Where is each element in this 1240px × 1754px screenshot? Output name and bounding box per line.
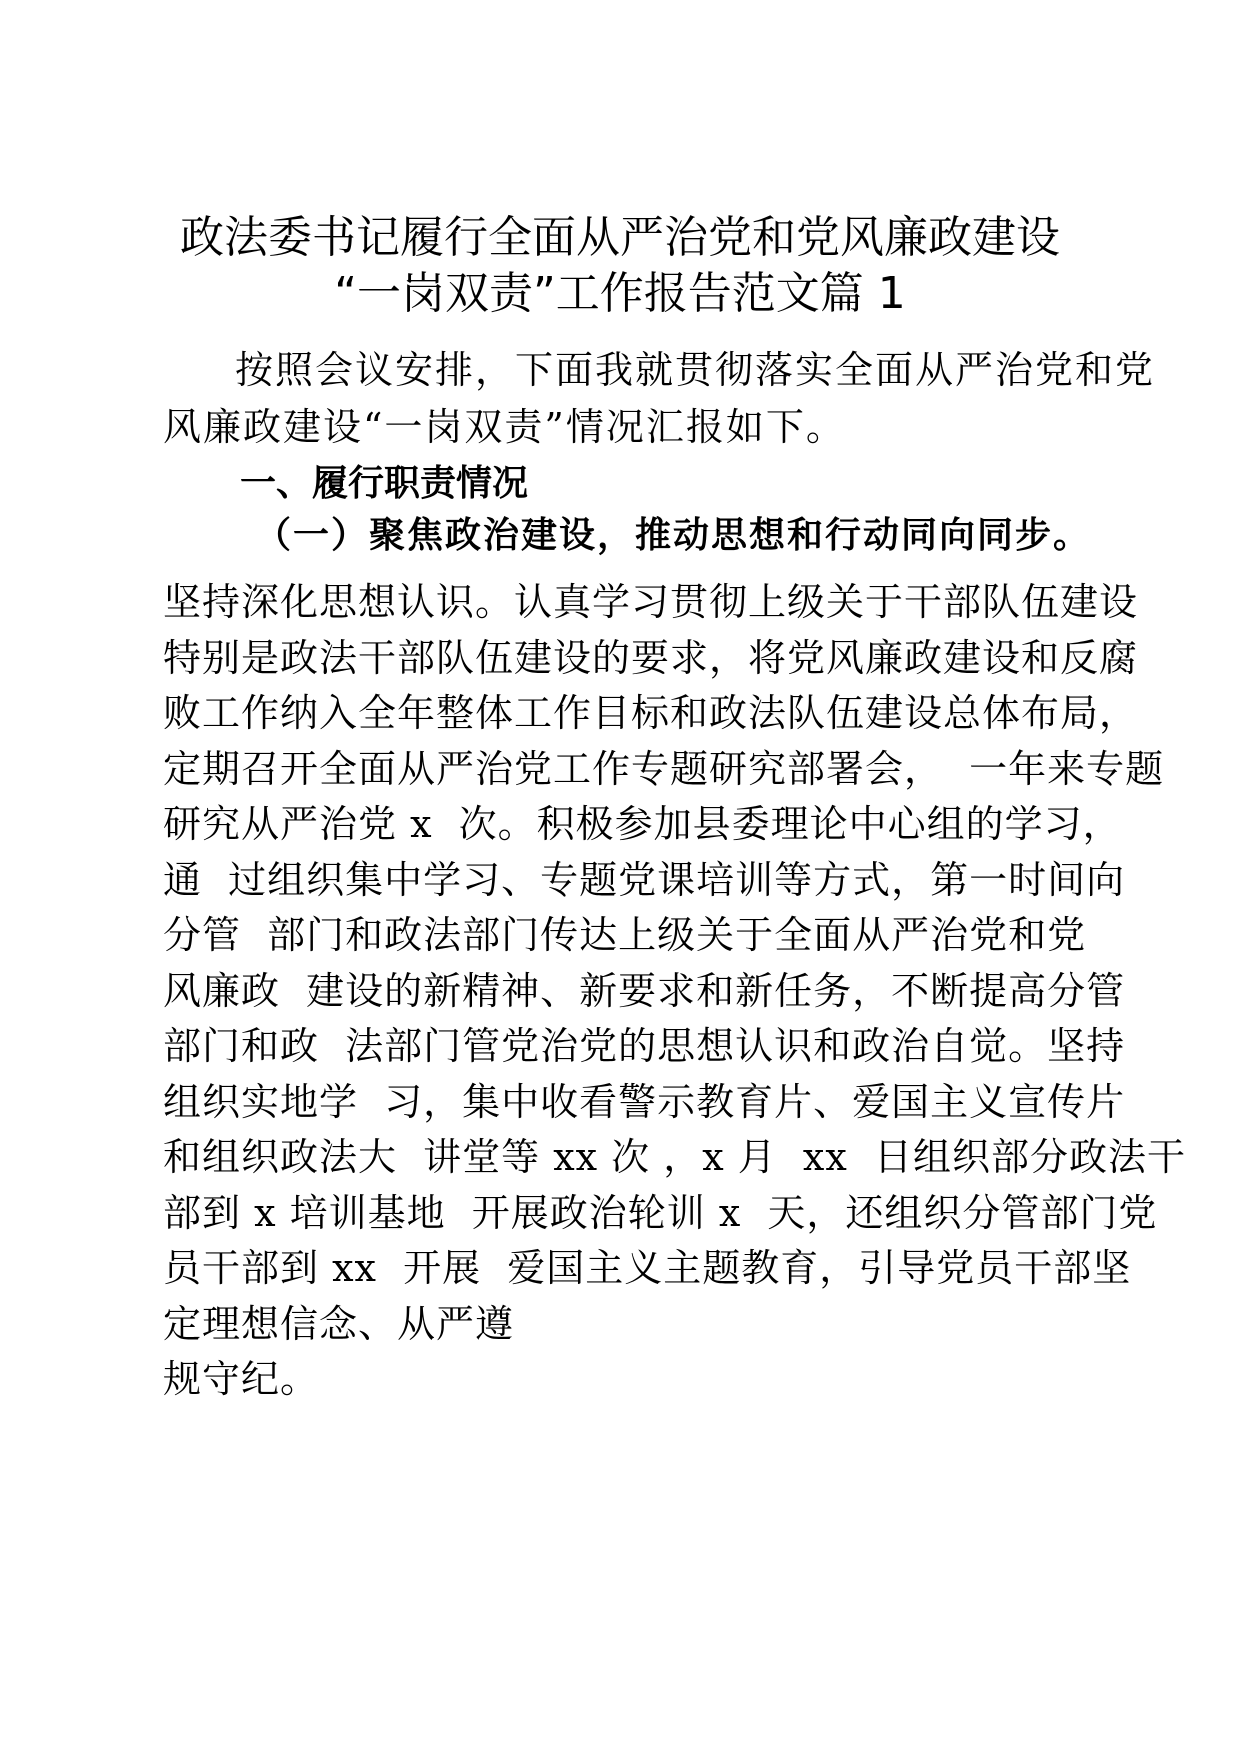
body-line: 定期召开全面从严治党工作专题研究部署会， 一年来专题: [163, 746, 1165, 791]
body-line: 和组织政法大 讲堂等 xx 次 ，x 月 xx 日组织部分政法干: [163, 1135, 1186, 1179]
body-line: 败工作纳入全年整体工作目标和政法队伍建设总体布局，: [163, 691, 1139, 735]
body-line: 员干部到 xx 开展 爱国主义主题教育，引导党员干部坚: [163, 1246, 1132, 1290]
intro-line-2: 风廉政建设“一岗双责”情况汇报如下。: [163, 405, 846, 449]
body-line: 组织实地学 习，集中收看警示教育片、爱国主义宣传片: [163, 1079, 1126, 1124]
body-line: 分管 部门和政法部门传达上级关于全面从严治党和党: [163, 913, 1087, 957]
body-line: 研究从严治党 x 次。积极参加县委理论中心组的学习，: [163, 802, 1122, 846]
body-line: 部门和政 法部门管党治党的思想认识和政治自觉。坚持: [163, 1024, 1126, 1068]
subsection-heading: （一）聚焦政治建设，推动思想和行动同向同步。: [255, 514, 1092, 556]
body-line: 规守纪。: [163, 1357, 320, 1401]
body-paragraph: [163, 575, 1186, 1408]
body-line: 风廉政 建设的新精神、新要求和新任务，不断提高分管: [163, 968, 1126, 1013]
body-line: 特别是政法干部队伍建设的要求，将党风廉政建设和反腐: [163, 635, 1139, 680]
document-title-line-2: “一岗双责”工作报告范文篇 1: [334, 268, 906, 319]
intro-line-1: 按照会议安排，下面我就贯彻落实全面从严治党和党: [235, 348, 1156, 392]
document-title-line-1: 政法委书记履行全面从严治党和党风廉政建设: [180, 212, 1060, 263]
body-line: 通 过组织集中学习、专题党课培训等方式，第一时间向: [163, 857, 1126, 902]
body-line: 坚持深化思想认识。认真学习贯彻上级关于干部队伍建设: [163, 580, 1139, 624]
section-heading: 一、履行职责情况: [240, 463, 529, 504]
body-line: 部到 x 培训基地 开展政治轮训 x 天，还组织分管部门党: [163, 1190, 1158, 1235]
body-line: 定理想信念、从严遵: [163, 1301, 515, 1346]
